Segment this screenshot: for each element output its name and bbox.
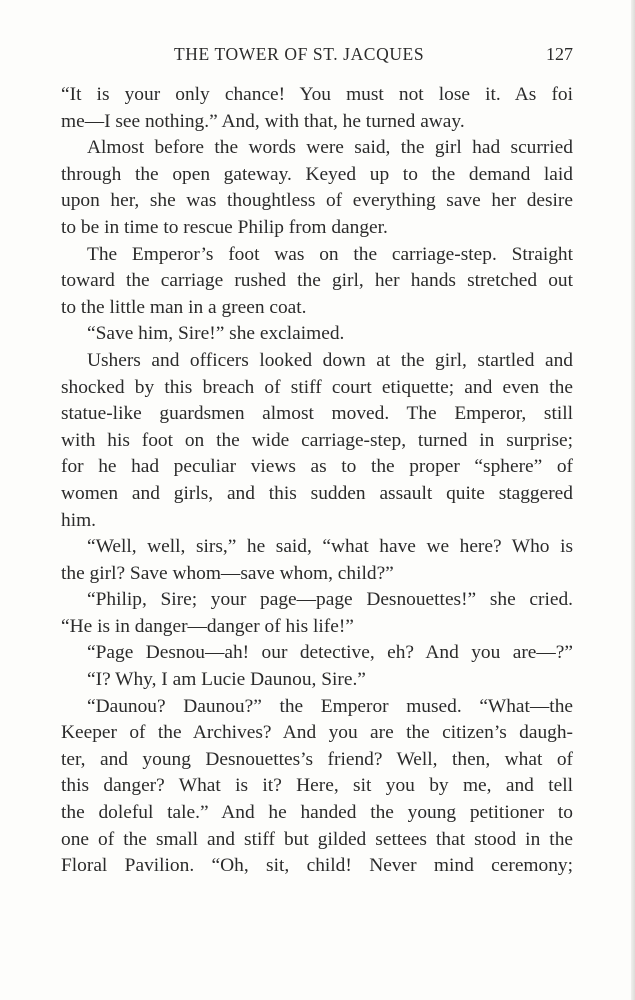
text-line: toward the carriage rushed the girl, her hands stretched out bbox=[61, 270, 573, 292]
text-line: “It is your only chance! You must not lose it. As foi bbox=[61, 84, 573, 105]
text-line: “Well, well, sirs,” he said, “what have we here? Who is bbox=[87, 536, 573, 558]
text-line: to the little man in a green coat. bbox=[61, 296, 307, 318]
text-line: statue-like guardsmen almost moved. The Emperor, still bbox=[61, 403, 573, 425]
page-number: 127 bbox=[546, 44, 573, 64]
text-line: “Philip, Sire; your page—page Desnouettes!” she cried. bbox=[87, 589, 573, 611]
text-line: for he had peculiar views as to the proper “sphere” of bbox=[61, 456, 573, 478]
text-line: “Page Desnou—ah! our detective, eh? And you are—?” bbox=[87, 642, 573, 664]
text-line: “He is in danger—danger of his life!” bbox=[61, 615, 354, 637]
text-line: Floral Pavilion. “Oh, sit, child! Never mind ceremony; bbox=[61, 855, 573, 877]
running-title: THE TOWER OF ST. JACQUES bbox=[174, 44, 425, 64]
page-edge-shadow bbox=[631, 0, 635, 1000]
text-line: me—I see nothing.” And, with that, he turned away. bbox=[61, 110, 465, 132]
text-line: upon her, she was thoughtless of everything save her desire bbox=[61, 190, 573, 212]
text-line: the doleful tale.” And he handed the young petitioner to bbox=[61, 802, 573, 824]
text-line: The Emperor’s foot was on the carriage-step. Straight bbox=[87, 243, 573, 265]
text-line: to be in time to rescue Philip from danger. bbox=[61, 216, 388, 238]
text-line: Keeper of the Archives? And you are the citizen’s daugh- bbox=[61, 722, 573, 744]
page-header bbox=[0, 44, 635, 68]
text-line: “Daunou? Daunou?” the Emperor mused. “What—the bbox=[87, 695, 573, 717]
text-line: with his foot on the wide carriage-step, turned in surprise; bbox=[61, 429, 573, 451]
text-line: ter, and young Desnouettes’s friend? Well, then, what of bbox=[61, 748, 573, 770]
text-line: women and girls, and this sudden assault quite staggered bbox=[61, 482, 573, 504]
text-line: Almost before the words were said, the girl had scurried bbox=[87, 137, 573, 159]
text-line: the girl? Save whom—save whom, child?” bbox=[61, 562, 394, 584]
text-line: through the open gateway. Keyed up to the demand laid bbox=[61, 163, 573, 185]
body-text bbox=[61, 82, 573, 880]
text-line: him. bbox=[61, 509, 97, 531]
text-line: shocked by this breach of stiff court etiquette; and even the bbox=[61, 376, 573, 398]
text-line: Ushers and officers looked down at the girl, startled and bbox=[87, 349, 573, 371]
text-line: this danger? What is it? Here, sit you by me, and tell bbox=[61, 775, 573, 797]
text-line: “I? Why, I am Lucie Daunou, Sire.” bbox=[87, 669, 366, 691]
text-line: “Save him, Sire!” she exclaimed. bbox=[87, 323, 345, 345]
text-line: one of the small and stiff but gilded settees that stood in the bbox=[61, 828, 573, 850]
